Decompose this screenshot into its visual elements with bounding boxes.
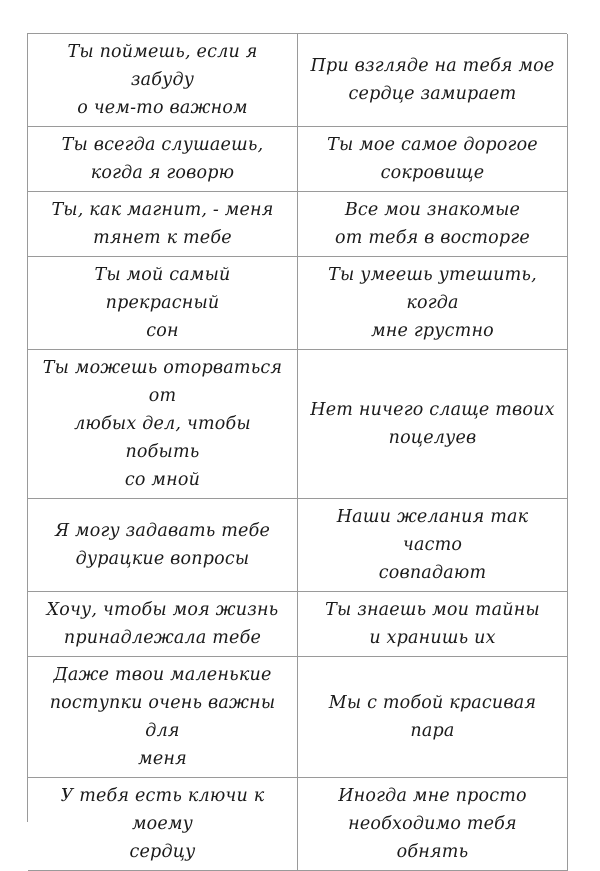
card-5-left [28, 350, 298, 499]
card-text: Ты всегда слушаешь, когда я говорю [61, 135, 264, 183]
card-text: Наши желания так часто совпадают [336, 507, 529, 583]
card-9-right [298, 778, 568, 871]
card-2-right [298, 127, 568, 192]
card-text: Хочу, чтобы моя жизнь принадлежала тебе [46, 600, 279, 648]
card-text: Нет ничего слаще твоих поцелуев [310, 400, 555, 448]
card-8-right [298, 657, 568, 778]
card-text: Ты знаешь мои тайны и хранишь их [325, 600, 540, 648]
card-3-right [298, 192, 568, 257]
card-2-left [28, 127, 298, 192]
card-text: При взгляде на тебя мое сердце замирает [310, 56, 555, 104]
card-text: Все мои знакомые от тебя в восторге [335, 200, 530, 248]
card-1-right [298, 34, 568, 127]
card-6-left [28, 499, 298, 592]
card-4-right [298, 257, 568, 350]
card-6-right [298, 499, 568, 592]
card-sheet [27, 33, 567, 862]
card-text: Ты умеешь утешить, когда мне грустно [328, 265, 537, 341]
card-text: Даже твои маленькие поступки очень важны для меня [49, 665, 276, 769]
card-text: Ты, как магнит, - меня тянет к тебе [51, 200, 274, 248]
card-text: Мы с тобой красивая пара [328, 693, 537, 741]
card-8-left [28, 657, 298, 778]
card-text: У тебя есть ключи к моему сердцу [60, 786, 265, 862]
card-9-left [28, 778, 298, 871]
card-1-left [28, 34, 298, 127]
card-7-right [298, 592, 568, 657]
card-3-left [28, 192, 298, 257]
card-text: Ты мой самый прекрасный сон [94, 265, 231, 341]
card-text: Ты мое самое дорогое сокровище [327, 135, 538, 183]
card-text: Ты поймешь, если я забуду о чем-то важном [67, 42, 258, 118]
card-text: Ты можешь оторваться от любых дел, чтобы побыть со мной [42, 358, 283, 490]
card-text: Я могу задавать тебе дурацкие вопросы [54, 521, 271, 569]
card-5-right [298, 350, 568, 499]
card-text: Иногда мне просто необходимо тебя обнять [338, 786, 527, 862]
card-4-left [28, 257, 298, 350]
card-7-left [28, 592, 298, 657]
